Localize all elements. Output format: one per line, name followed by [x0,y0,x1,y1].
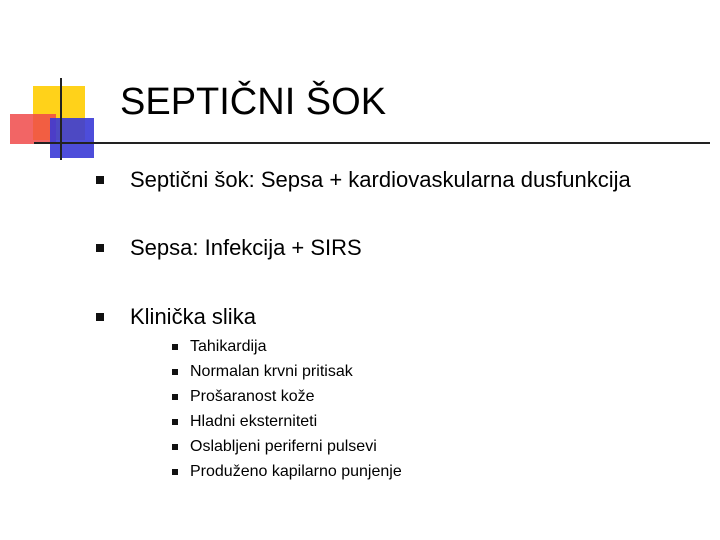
sub-bullet-text: Prošaranost kože [190,388,315,405]
sub-bullet-text: Hladni eksterniteti [190,413,318,430]
sub-bullet-text: Oslabljeni periferni pulsevi [190,438,377,455]
square-bullet-icon [172,419,178,425]
sub-bullet-text: Produženo kapilarno punjenje [190,463,402,480]
sub-bullet-item [172,362,353,382]
bullet-text: Septični šok: Sepsa + kardiovaskularna dusfunkcija [130,167,631,192]
decor-vertical-line [60,78,62,160]
square-bullet-icon [96,313,104,321]
square-bullet-icon [96,176,104,184]
square-bullet-icon [96,244,104,252]
sub-bullet-item [172,337,266,357]
bullet-item [96,234,362,262]
bullet-item [96,166,631,194]
decor-horizontal-line [34,142,710,144]
square-bullet-icon [172,444,178,450]
bullet-item [96,303,256,331]
square-bullet-icon [172,394,178,400]
bullet-text: Klinička slika [130,304,256,329]
slide-title: SEPTIČNI ŠOK [120,81,387,123]
sub-bullet-text: Tahikardija [190,338,267,355]
decor-blue-square [50,118,94,158]
square-bullet-icon [172,469,178,475]
square-bullet-icon [172,369,178,375]
sub-bullet-item [172,412,317,432]
bullet-text: Sepsa: Infekcija + SIRS [130,235,362,260]
sub-bullet-item [172,462,402,482]
square-bullet-icon [172,344,178,350]
sub-bullet-text: Normalan krvni pritisak [190,363,353,380]
sub-bullet-item [172,437,377,457]
sub-bullet-item [172,387,315,407]
